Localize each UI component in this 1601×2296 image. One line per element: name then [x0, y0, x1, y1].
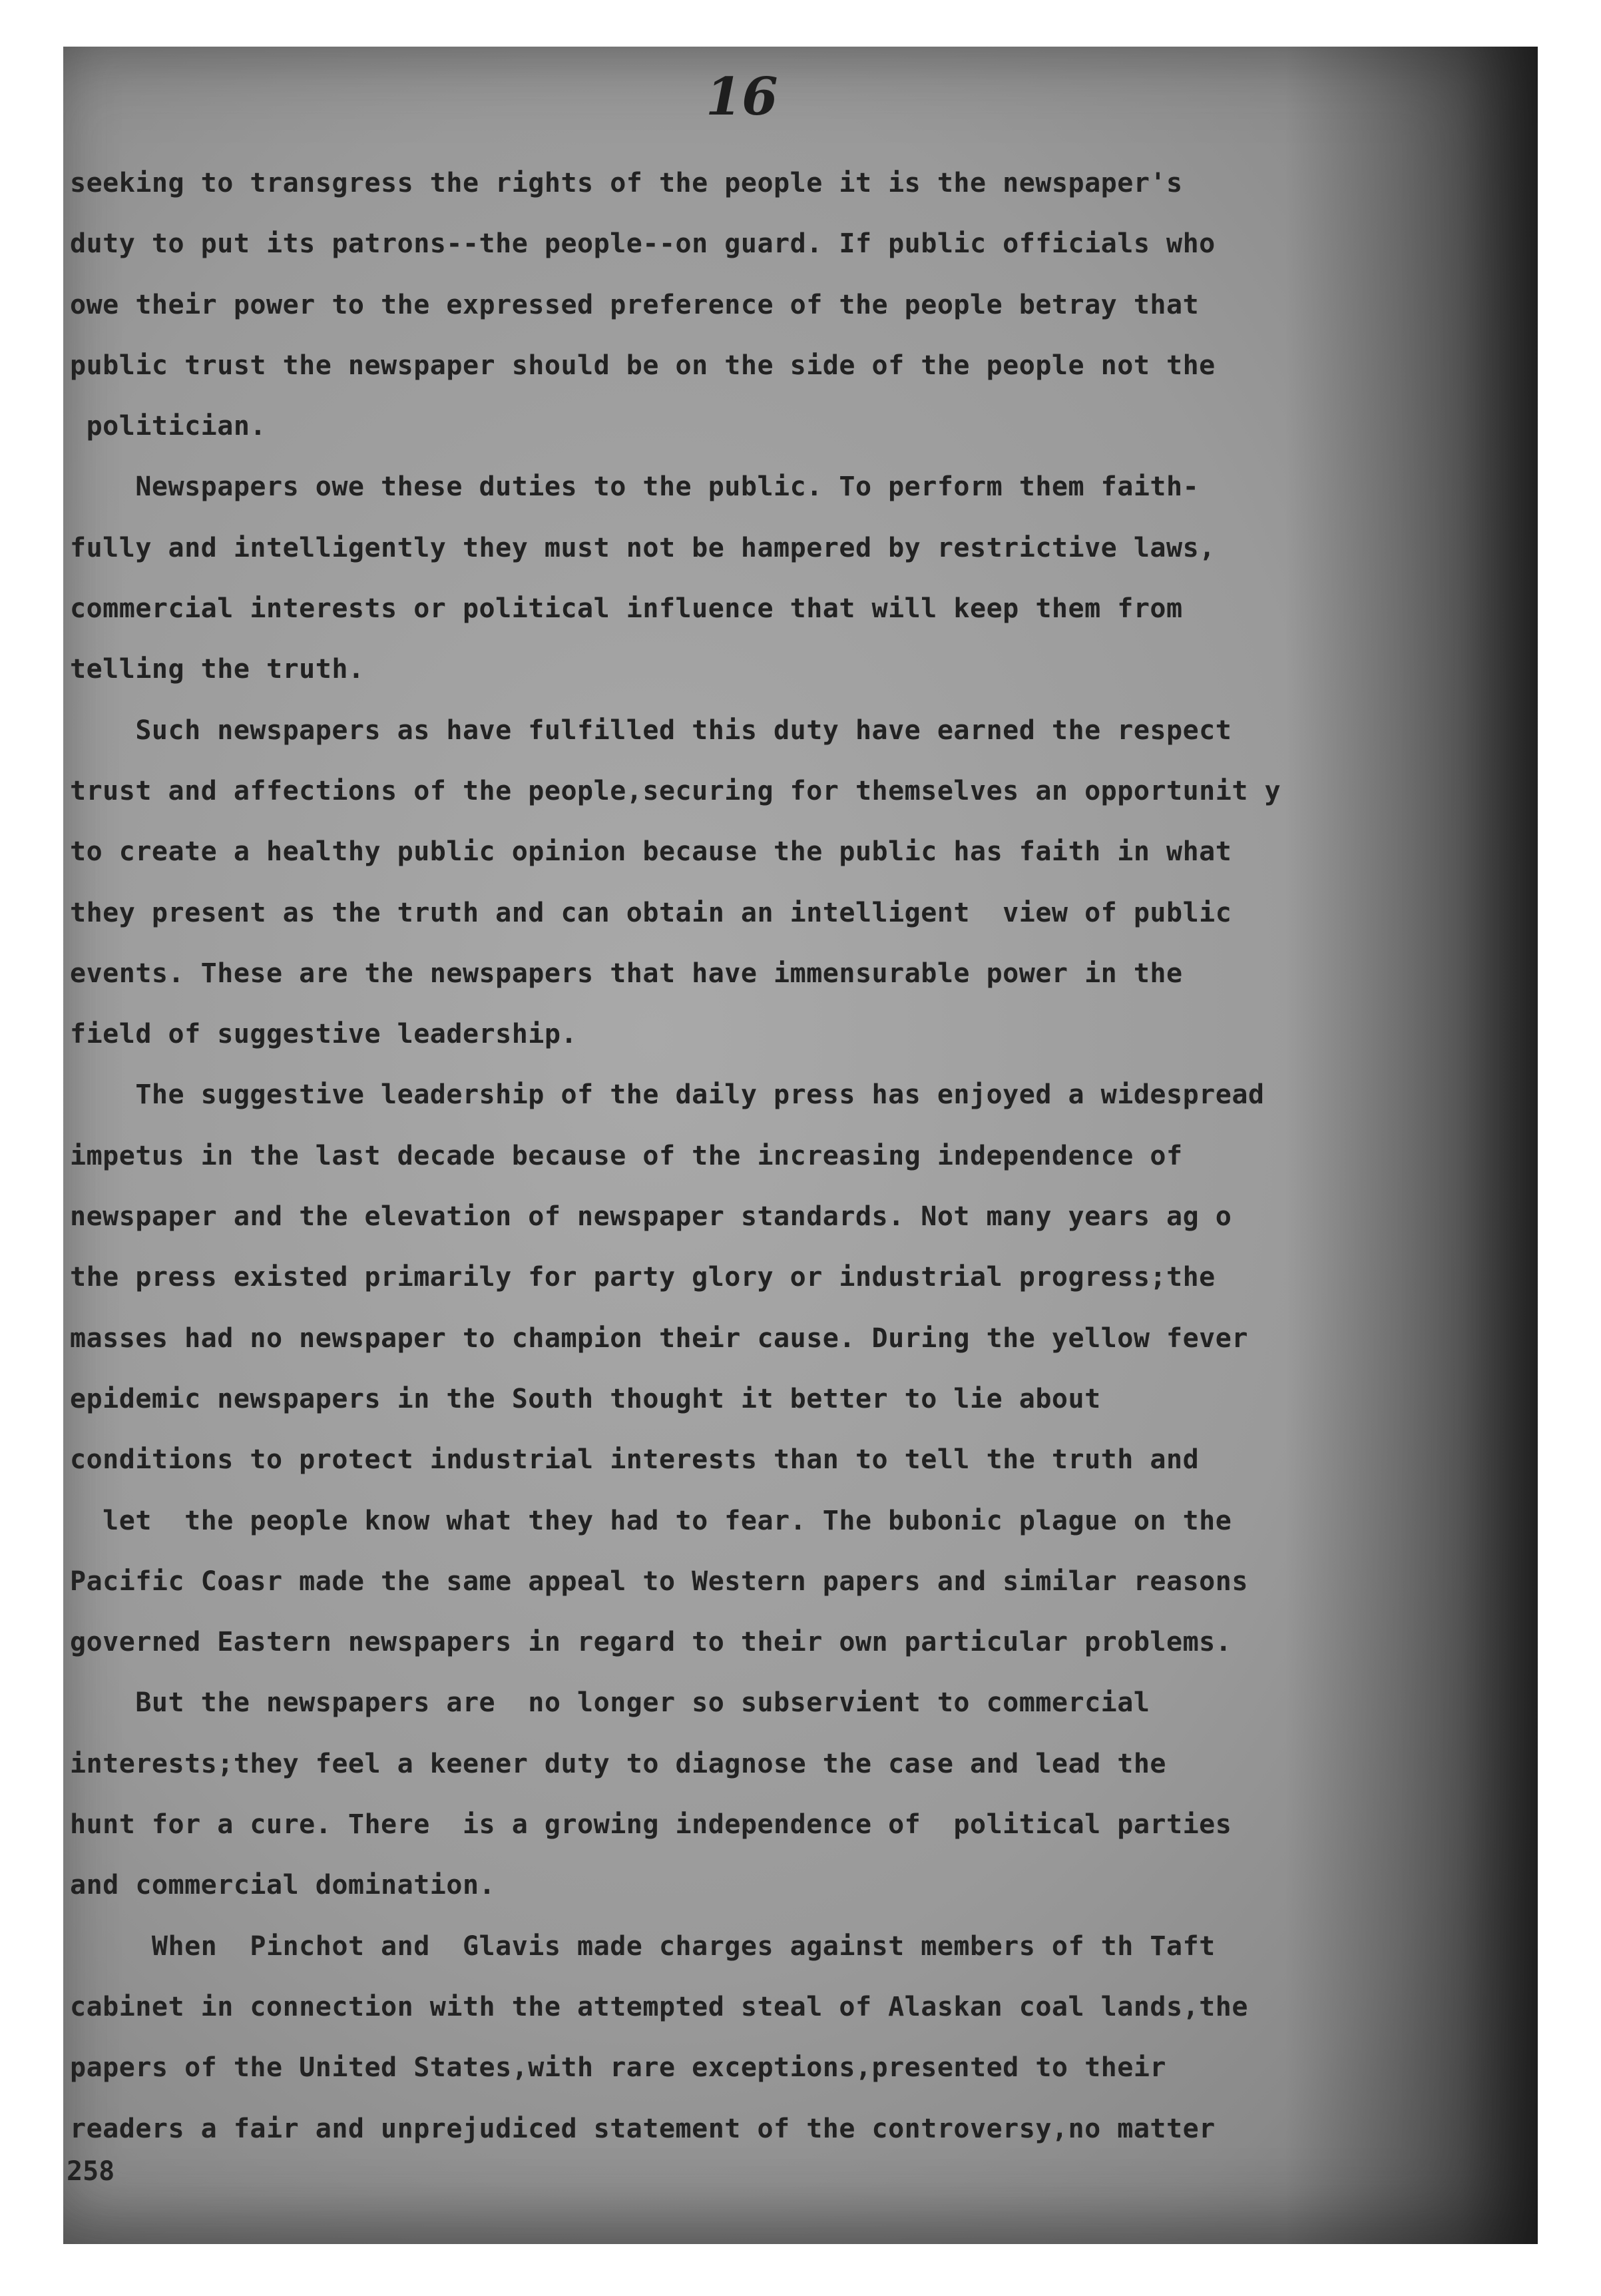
text-line: fully and intelligently they must not be hampered by restrictive laws,	[70, 532, 1216, 563]
text-line: Such newspapers as have fulfilled this duty have earned the respect	[70, 715, 1232, 746]
text-line: field of suggestive leadership.	[70, 1019, 578, 1050]
text-line: papers of the United States,with rare exceptions,presented to their	[70, 2052, 1166, 2084]
text-line: and commercial domination.	[70, 1870, 496, 1901]
text-line: When Pinchot and Glavis made charges against members of th Taft	[70, 1930, 1216, 1962]
text-line: the press existed primarily for party glory or industrial progress;the	[70, 1262, 1216, 1293]
text-line: public trust the newspaper should be on the side of the people not the	[70, 350, 1216, 381]
text-line: events. These are the newspapers that have immensurable power in the	[70, 958, 1183, 989]
text-line: telling the truth.	[70, 654, 365, 685]
folio-number: 258	[67, 2156, 115, 2187]
text-line: to create a healthy public opinion because the public has faith in what	[70, 836, 1232, 868]
text-line: masses had no newspaper to champion their cause. During the yellow fever	[70, 1322, 1248, 1354]
text-line: governed Eastern newspapers in regard to their own particular problems.	[70, 1627, 1232, 1658]
text-line: epidemic newspapers in the South thought it better to lie about	[70, 1383, 1101, 1414]
text-line: cabinet in connection with the attempted steal of Alaskan coal lands,the	[70, 1991, 1248, 2022]
text-line: conditions to protect industrial interests than to tell the truth and	[70, 1444, 1200, 1476]
text-line: let the people know what they had to fear. The bubonic plague on the	[70, 1505, 1232, 1536]
text-line: newspaper and the elevation of newspaper standards. Not many years ag o	[70, 1201, 1232, 1233]
text-line: they present as the truth and can obtain an intelligent view of public	[70, 897, 1232, 928]
text-line: impetus in the last decade because of the increasing independence of	[70, 1140, 1183, 1171]
text-line: trust and affections of the people,securing for themselves an opportunit y	[70, 775, 1281, 806]
handwritten-page-number: 16	[706, 67, 778, 127]
text-line: But the newspapers are no longer so subservient to commercial	[70, 1687, 1150, 1719]
text-line: hunt for a cure. There is a growing independence of political parties	[70, 1809, 1232, 1841]
text-line: politician.	[70, 411, 266, 442]
text-line: seeking to transgress the rights of the people it is the newspaper's	[70, 168, 1183, 198]
text-line: Newspapers owe these duties to the public. To perform them faith-	[70, 471, 1200, 503]
text-line: duty to put its patrons--the people--on guard. If public officials who	[70, 228, 1216, 260]
text-line: The suggestive leadership of the daily press has enjoyed a widespread	[70, 1079, 1265, 1111]
text-line: interests;they feel a keener duty to diagnose the case and lead the	[70, 1748, 1166, 1779]
text-line: owe their power to the expressed preference of the people betray that	[70, 289, 1200, 320]
text-line: commercial interests or political influence that will keep them from	[70, 593, 1183, 625]
text-line: Pacific Coasr made the same appeal to Western papers and similar reasons	[70, 1566, 1248, 1597]
text-line: readers a fair and unprejudiced statement of the controversy,no matter	[70, 2113, 1216, 2144]
typed-text-body	[70, 153, 1455, 2159]
